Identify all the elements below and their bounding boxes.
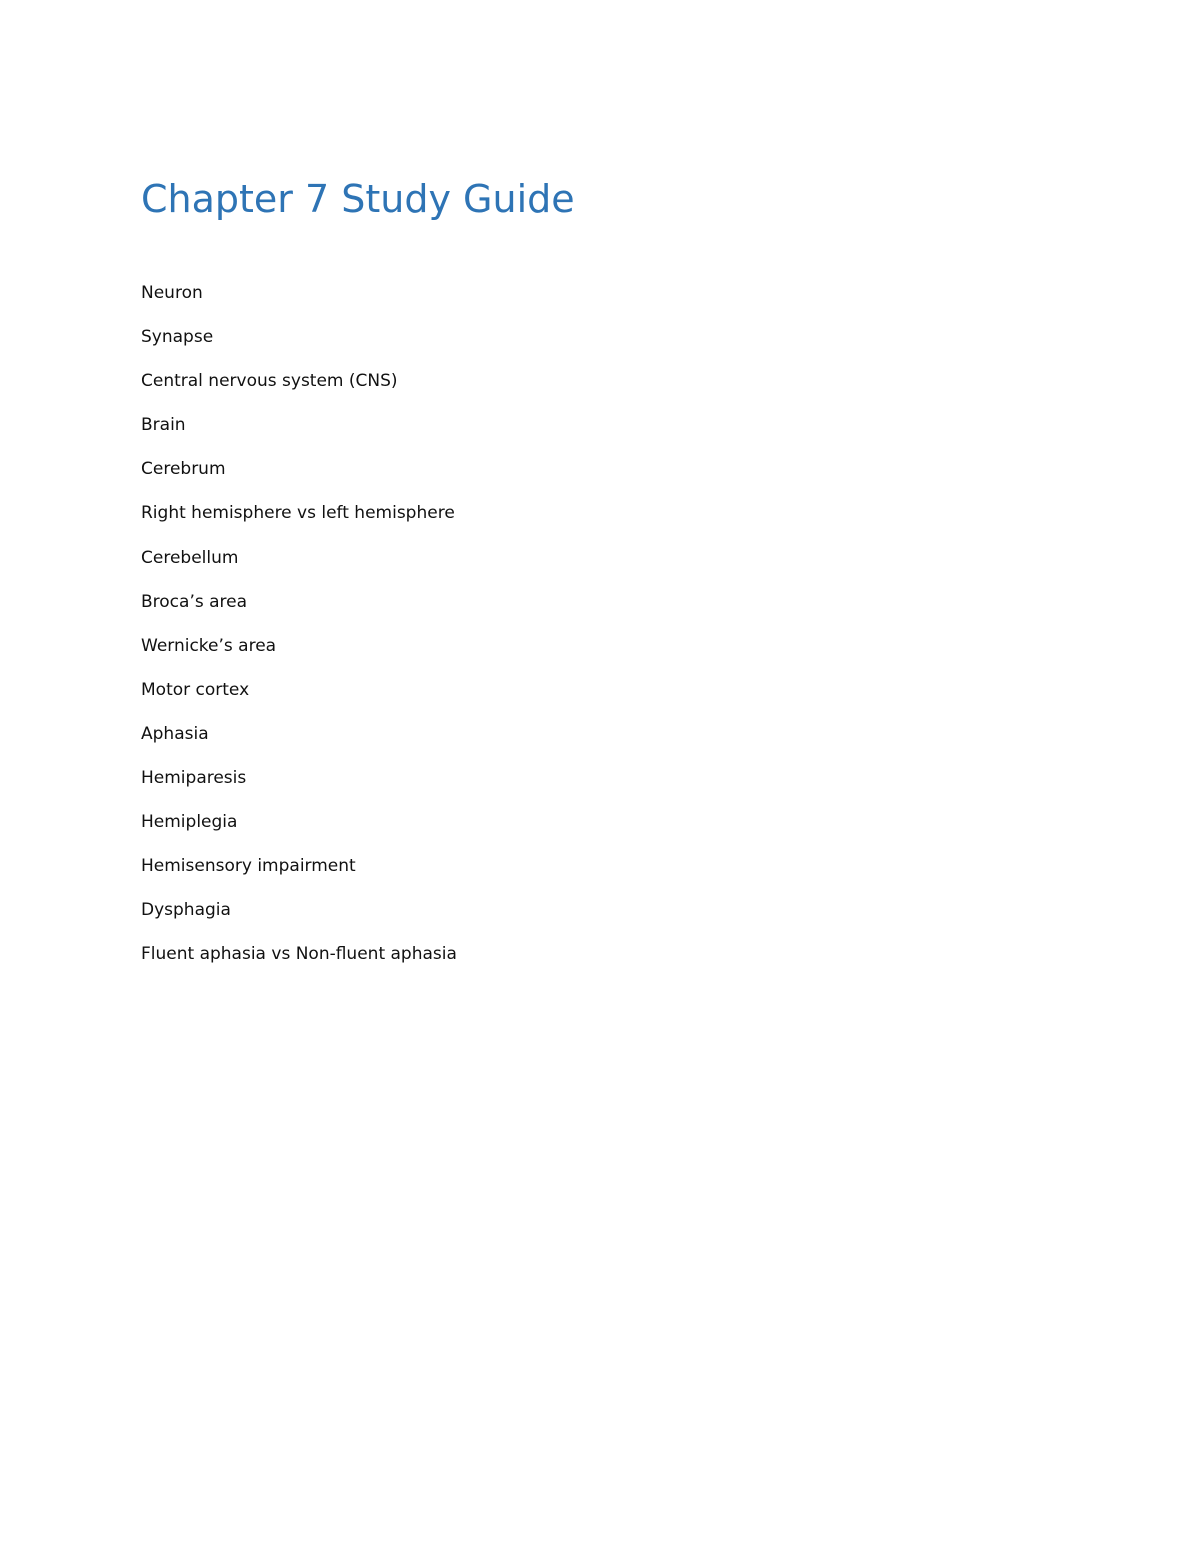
list-item: Dysphagia: [141, 900, 231, 921]
list-item: Hemiplegia: [141, 812, 238, 833]
list-item: Cerebrum: [141, 459, 226, 480]
list-item: Aphasia: [141, 723, 209, 744]
list-item: Broca’s area: [141, 591, 248, 612]
list-item: Wernicke’s area: [141, 635, 277, 656]
term-list: [141, 280, 457, 986]
list-item: Brain: [141, 415, 186, 436]
list-item: Hemisensory impairment: [141, 856, 356, 877]
list-item: Right hemisphere vs left hemisphere: [141, 503, 455, 524]
list-item: Fluent aphasia vs Non-fluent aphasia: [141, 944, 457, 965]
list-item: Neuron: [141, 283, 203, 303]
list-item: Hemiparesis: [141, 768, 247, 789]
list-item: Cerebellum: [141, 547, 239, 568]
list-item: Synapse: [141, 327, 214, 348]
page-title: Chapter 7 Study Guide: [141, 177, 575, 221]
list-item: Motor cortex: [141, 679, 250, 700]
list-item: Central nervous system (CNS): [141, 371, 398, 392]
